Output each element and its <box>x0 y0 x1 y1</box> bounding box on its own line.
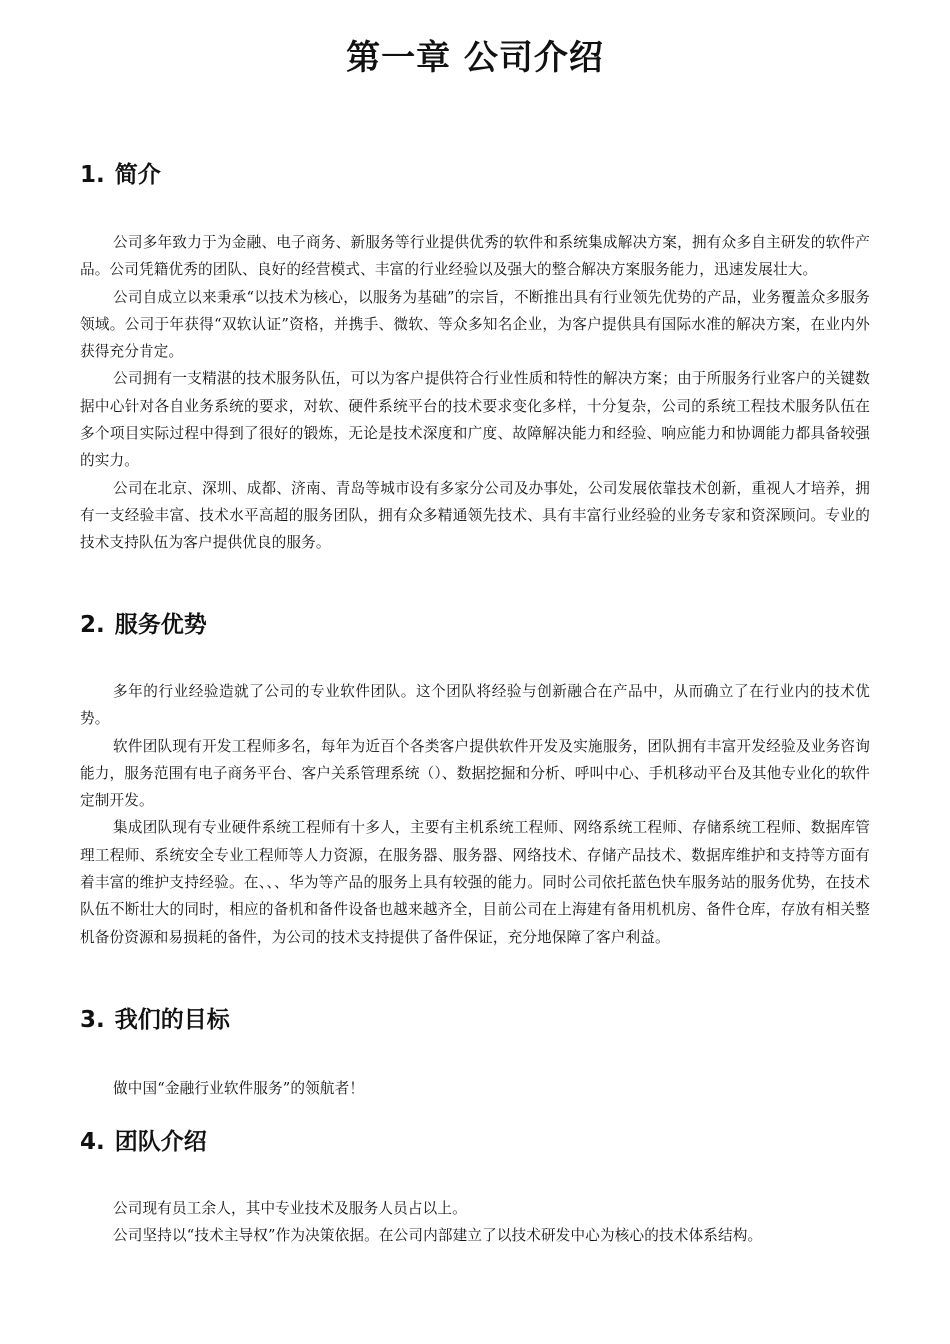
section-team <box>80 1127 870 1157</box>
paragraph: 集成团队现有专业硬件系统工程师有十多人，主要有主机系统工程师、网络系统工程师、存储系统工程师、数据库管理工程师、系统安全专业工程师等人力资源，在服务器、服务器、网络技术、存储产品技术、数据库维护和支持等方面有着丰富的维护支持经验。在、、、华为等产品的服务上具有较强的能力。同时公司依托蓝色快车服务站的服务优势，在技术队伍不断壮大的同时，相应的备机和备件设备也越来越齐全，目前公司在上海建有备用机机房、备件仓库，存放有相关整机备份资源和易损耗的备件，为公司的技术支持提供了备件保证，充分地保障了客户利益。 <box>80 819 870 946</box>
paragraph: 公司坚持以“技术主导权”作为决策依据。在公司内部建立了以技术研发中心为核心的技术体系结构。 <box>113 1227 763 1245</box>
section-team-body <box>80 1195 870 1250</box>
section-title: 我们的目标 <box>114 1007 230 1033</box>
section-title: 团队介绍 <box>114 1129 207 1155</box>
section-heading <box>80 160 870 190</box>
paragraph: 公司多年致力于为金融、电子商务、新服务等行业提供优秀的软件和系统集成解决方案，拥有众多自主研发的软件产品。公司凭籍优秀的团队、良好的经营模式、丰富的行业经验以及强大的整合解决方案服务能力，迅速发展壮大。 <box>80 234 870 279</box>
section-number: 3. <box>80 1007 105 1033</box>
paragraph: 公司在北京、深圳、成都、济南、青岛等城市设有多家分公司及办事处，公司发展依靠技术创新，重视人才培养，拥有一支经验丰富、技术水平高超的服务团队，拥有众多精通领先技术、具有丰富行业经验的业务专家和资深顾问。专业的技术支持队伍为客户提供优良的服务。 <box>80 479 870 552</box>
paragraph: 公司拥有一支精湛的技术服务队伍，可以为客户提供符合行业性质和特性的解决方案；由于所服务行业客户的关键数据中心针对各自业务系统的要求，对软、硬件系统平台的技术要求变化多样，十分复杂，公司的系统工程技术服务队伍在多个项目实际过程中得到了很好的锻炼，无论是技术深度和广度、故障解决能力和经验、响应能力和协调能力都具备较强的实力。 <box>80 370 870 470</box>
chapter-title: 第一章 公司介绍 <box>346 38 604 78</box>
paragraph: 公司自成立以来秉承“以技术为核心，以服务为基础”的宗旨，不断推出具有行业领先优势的产品，业务覆盖众多服务领域。公司于年获得“双软认证”资格，并携手、微软、等众多知名企业，为客户提供具有国际水准的解决方案，在业内外获得充分肯定。 <box>80 288 870 361</box>
section-heading <box>80 1127 870 1157</box>
section-intro <box>80 160 870 190</box>
paragraph: 多年的行业经验造就了公司的专业软件团队。这个团队将经验与创新融合在产品中，从而确立了在行业内的技术优势。 <box>80 683 870 728</box>
paragraph: 软件团队现有开发工程师多名，每年为近百个各类客户提供软件开发及实施服务，团队拥有丰富开发经验及业务咨询能力，服务范围有电子商务平台、客户关系管理系统（）、数据挖掘和分析、呼叫中心、手机移动平台及其他专业化的软件定制开发。 <box>80 737 870 810</box>
section-heading <box>80 1005 870 1035</box>
section-title: 服务优势 <box>114 612 207 638</box>
section-goal <box>80 1005 870 1035</box>
section-service-advantages-body <box>80 678 870 951</box>
section-service-advantages <box>80 610 870 640</box>
section-number: 1. <box>80 162 105 188</box>
section-number: 4. <box>80 1129 105 1155</box>
section-goal-body <box>80 1075 870 1102</box>
section-heading <box>80 610 870 640</box>
paragraph: 公司现有员工余人，其中专业技术及服务人员占以上。 <box>113 1200 467 1217</box>
paragraph: 做中国“金融行业软件服务”的领航者！ <box>113 1080 365 1097</box>
section-title: 简介 <box>114 162 161 188</box>
section-number: 2. <box>80 612 105 638</box>
section-intro-body <box>80 229 870 557</box>
